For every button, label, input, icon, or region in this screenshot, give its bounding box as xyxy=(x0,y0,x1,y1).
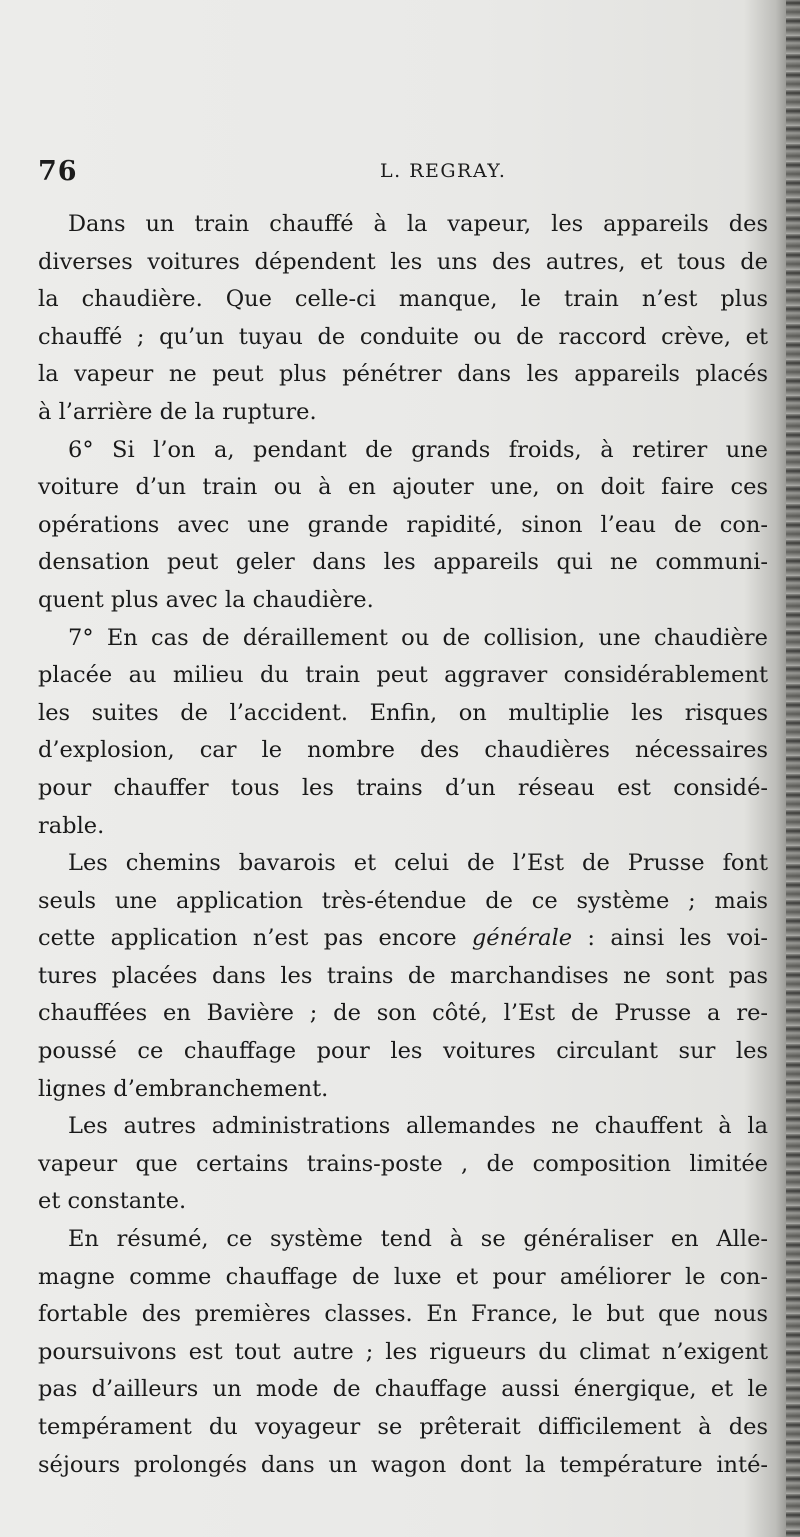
body-text xyxy=(38,206,768,1484)
text-line: poursuivons est tout autre ; les rigueurs du climat n’exigent xyxy=(38,1338,768,1365)
text-line: les suites de l’accident. Enfin, on multiplie les risques xyxy=(38,699,768,726)
text-line: densation peut geler dans les appareils qui ne communi- xyxy=(38,549,768,576)
page-edge-shadow xyxy=(786,0,800,1537)
paragraph xyxy=(38,620,768,846)
paragraph xyxy=(38,432,768,620)
text-line: poussé ce chauffage pour les voitures circulant sur les xyxy=(38,1038,768,1065)
text-line: pour chauffer tous les trains d’un réseau est considé- xyxy=(38,774,768,801)
text-line: la chaudière. Que celle-ci manque, le train n’est plus xyxy=(38,286,768,313)
text-line: magne comme chauffage de luxe et pour améliorer le con- xyxy=(38,1263,768,1290)
text-line: diverses voitures dépendent les uns des autres, et tous de xyxy=(38,248,768,275)
text-line: 7° En cas de déraillement ou de collision, une chaudière xyxy=(68,624,768,651)
text-line: chauffées en Bavière ; de son côté, l’Est de Prusse a re- xyxy=(38,1000,768,1027)
text-line: tures placées dans les trains de marchandises ne sont pas xyxy=(38,962,768,989)
text-line: voiture d’un train ou à en ajouter une, on doit faire ces xyxy=(38,474,768,501)
text-line: la vapeur ne peut plus pénétrer dans les appareils placés xyxy=(38,361,768,388)
paragraph xyxy=(38,206,768,432)
text-line: fortable des premières classes. En France, le but que nous xyxy=(38,1301,768,1328)
paragraph xyxy=(38,1221,768,1484)
text-line: Les chemins bavarois et celui de l’Est de Prusse font xyxy=(68,850,768,877)
text-line: tempérament du voyageur se prêterait difficilement à des xyxy=(38,1414,768,1440)
paragraph xyxy=(38,845,768,1108)
page-header xyxy=(38,156,768,192)
text-line: chauffé ; qu’un tuyau de conduite ou de raccord crève, et xyxy=(38,323,768,350)
text-line: lignes d’embranchement. xyxy=(38,1075,329,1102)
text-line: placée au milieu du train peut aggraver considérablement xyxy=(38,662,768,689)
text-line: et constante. xyxy=(38,1188,187,1215)
text-line: à l’arrière de la rupture. xyxy=(38,398,317,425)
text-line: rable. xyxy=(38,812,105,839)
text-line: 6° Si l’on a, pendant de grands froids, à retirer une xyxy=(68,436,768,463)
text-line: vapeur que certains trains-poste , de composition limitée xyxy=(38,1150,768,1177)
running-head: L. REGRAY. xyxy=(380,160,507,182)
page-number: 76 xyxy=(38,156,78,187)
paragraph xyxy=(38,1108,768,1221)
text-line: seuls une application très-étendue de ce système ; mais xyxy=(38,887,768,914)
text-line: En résumé, ce système tend à se généraliser en Alle- xyxy=(68,1226,768,1253)
text-line: Les autres administrations allemandes ne chauffent à la xyxy=(68,1113,768,1140)
text-line: cette application n’est pas encore générale : ainsi les voi- xyxy=(38,925,768,952)
text-line: quent plus avec la chaudière. xyxy=(38,586,374,613)
text-line: séjours prolongés dans un wagon dont la température inté- xyxy=(38,1451,768,1478)
text-line: opérations avec une grande rapidité, sinon l’eau de con- xyxy=(38,511,768,538)
text-line: pas d’ailleurs un mode de chauffage aussi énergique, et le xyxy=(38,1376,768,1403)
text-line: Dans un train chauffé à la vapeur, les appareils des xyxy=(68,211,768,237)
text-line: d’explosion, car le nombre des chaudières nécessaires xyxy=(38,737,768,764)
